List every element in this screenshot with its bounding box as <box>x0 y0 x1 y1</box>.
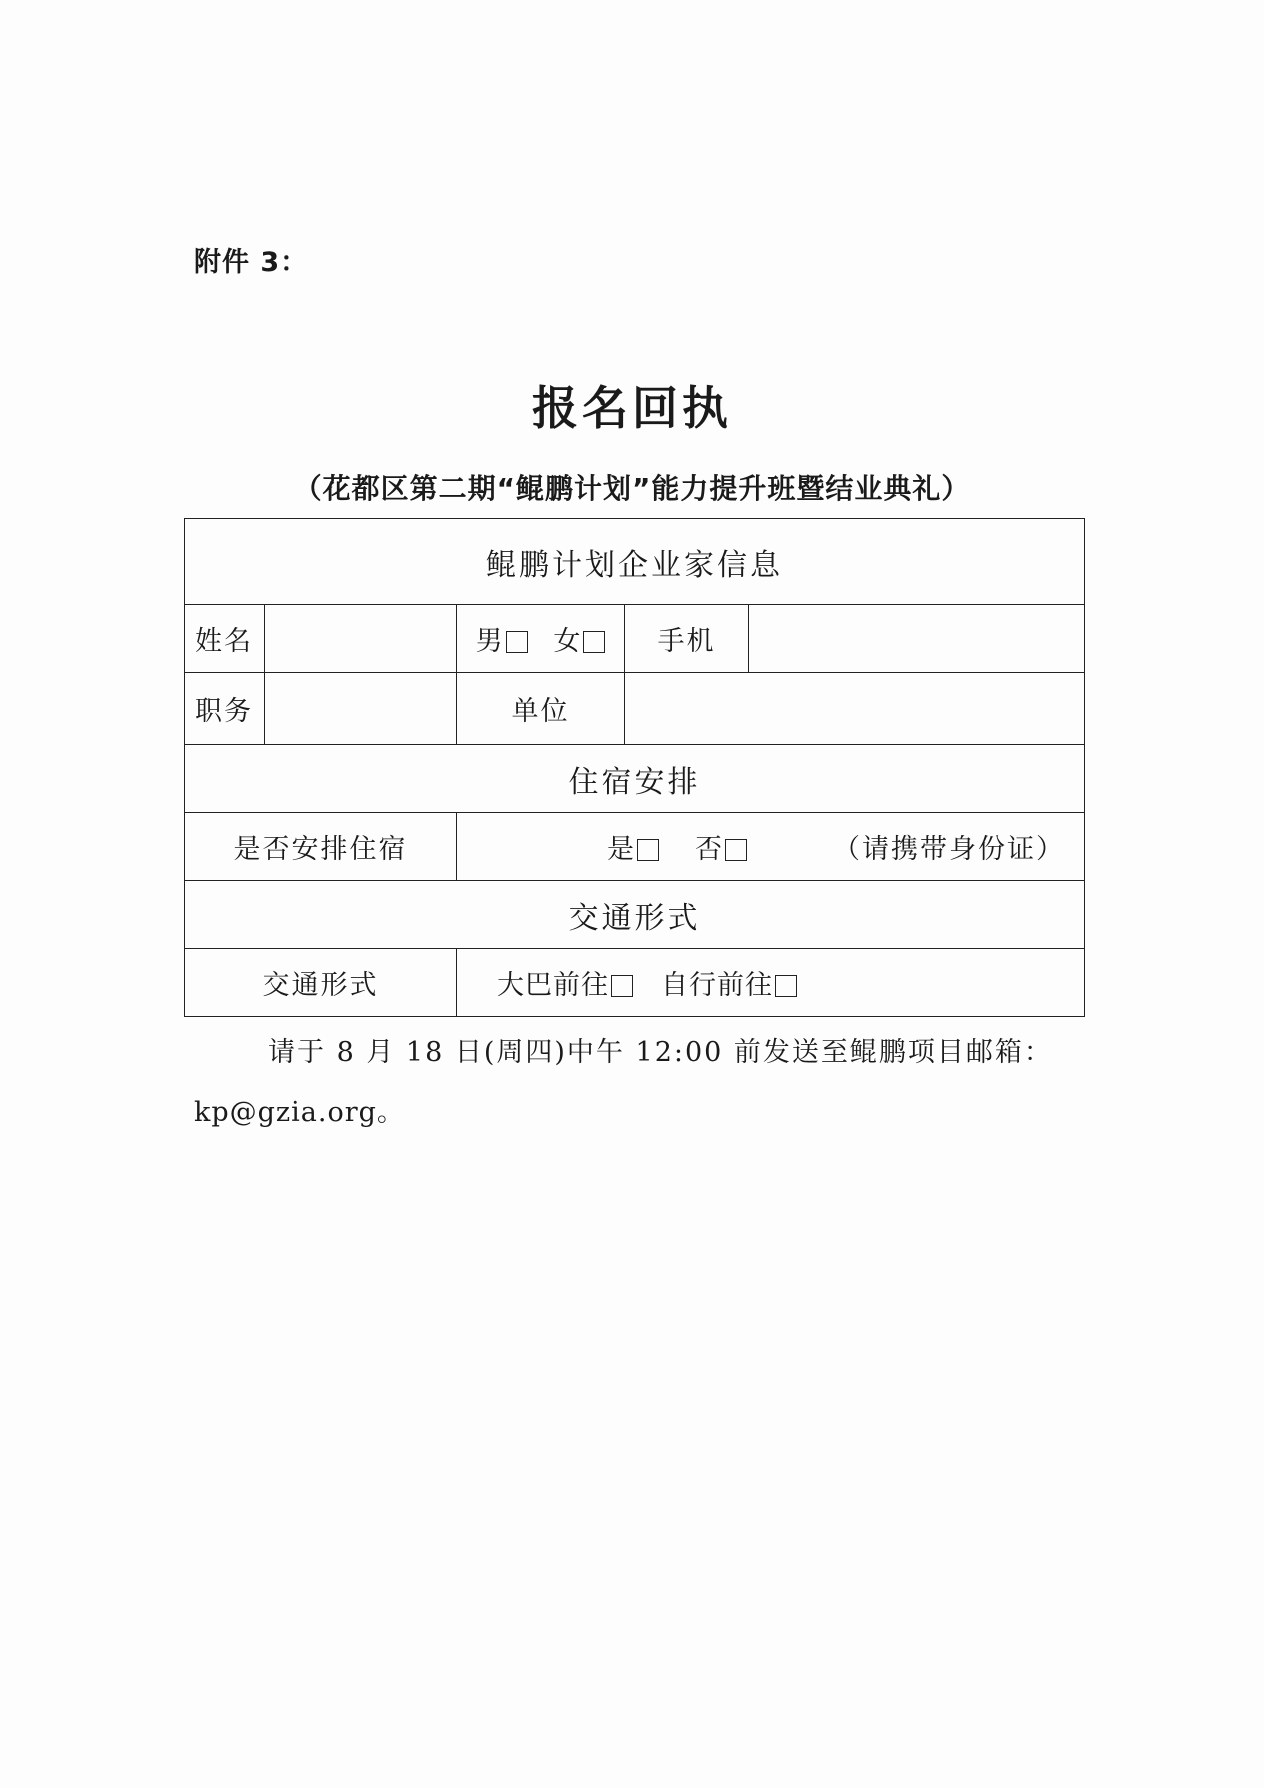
submission-instruction: 请于 8 月 18 日(周四)中午 12:00 前发送至鲲鹏项目邮箱： <box>268 1037 1053 1068</box>
phone-label: 手机 <box>625 605 749 673</box>
bus-label: 大巴前往 <box>497 970 609 1001</box>
position-label: 职务 <box>185 673 265 745</box>
bus-checkbox[interactable] <box>611 975 633 997</box>
accommodation-yes-option[interactable] <box>607 827 659 866</box>
phone-field[interactable] <box>749 605 1085 673</box>
section-row-entrepreneur <box>185 519 1085 605</box>
self-label: 自行前往 <box>661 970 773 1001</box>
position-field[interactable] <box>265 673 457 745</box>
accommodation-no-option[interactable] <box>695 827 747 866</box>
female-label: 女 <box>553 626 582 657</box>
section-row-accommodation <box>185 745 1085 813</box>
name-label: 姓名 <box>185 605 265 673</box>
company-field[interactable] <box>625 673 1085 745</box>
self-checkbox[interactable] <box>775 975 797 997</box>
transport-self-option[interactable] <box>661 963 797 1002</box>
gender-male-option[interactable] <box>476 626 528 657</box>
no-label: 否 <box>695 834 723 865</box>
submission-email: kp@gzia.org。 <box>194 1097 405 1128</box>
company-label: 单位 <box>457 673 625 745</box>
registration-form-table <box>184 518 1085 1017</box>
page-title: 报名回执 <box>532 381 732 435</box>
male-checkbox[interactable] <box>506 631 528 653</box>
transport-options <box>457 949 1085 1017</box>
form-row-transport <box>185 949 1085 1017</box>
accommodation-options <box>457 813 1085 881</box>
section-heading-transport: 交通形式 <box>185 881 1085 949</box>
attachment-label: 附件 3： <box>194 247 309 278</box>
no-checkbox[interactable] <box>725 839 747 861</box>
name-field[interactable] <box>265 605 457 673</box>
form-row-position <box>185 673 1085 745</box>
form-row-name <box>185 605 1085 673</box>
transport-label: 交通形式 <box>185 949 457 1017</box>
gender-female-option[interactable] <box>553 626 605 657</box>
yes-label: 是 <box>607 834 635 865</box>
transport-bus-option[interactable] <box>497 963 633 1002</box>
male-label: 男 <box>475 626 504 657</box>
form-row-accommodation <box>185 813 1085 881</box>
section-heading-entrepreneur: 鲲鹏计划企业家信息 <box>185 519 1085 605</box>
gender-options <box>457 605 625 673</box>
id-card-note: （请携带身份证） <box>833 834 1065 865</box>
yes-checkbox[interactable] <box>637 839 659 861</box>
page-subtitle: （花都区第二期“鲲鹏计划”能力提升班暨结业典礼） <box>293 472 971 505</box>
accommodation-label: 是否安排住宿 <box>185 813 457 881</box>
section-heading-accommodation: 住宿安排 <box>185 745 1085 813</box>
female-checkbox[interactable] <box>583 631 605 653</box>
section-row-transport <box>185 881 1085 949</box>
